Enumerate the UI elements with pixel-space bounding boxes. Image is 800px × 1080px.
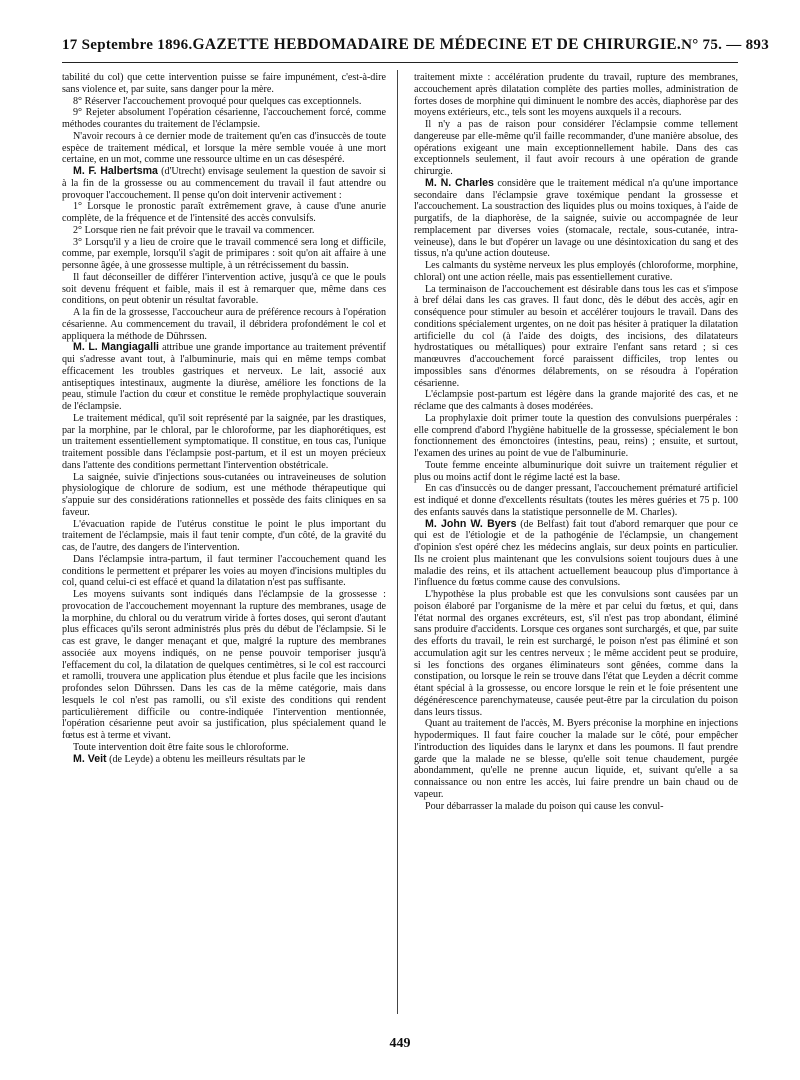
issue-date: 17 Septembre 1896. <box>62 37 193 53</box>
paragraph: Les moyens suivants sont indiqués dans l'éclampsie de la grossesse : provocation de l'accouchement moyennant la rupture des membranes, usage de la morphine, du chloral ou du veratrum viride à fortes doses, qui seront d'autant plus efficaces qu'ils seront administrés plus près du début de l'éclampsie. Si le cas est grave, le danger menaçant et que, malgré la rupture des membranes associée aux moyens indiqués, on ne pense pouvoir temporiser jusqu'à l'effacement du col, la dilatation de quelques centimètres, si le col est raccourci et ramolli, trouvera une application plus étendue et plus facile que les incisions profondes selon Dührssen. Dans les cas de la même catégorie, mais dans lesquels le col n'est pas ramolli, ou s'il existe des conditions qui rendent particulièrement difficile ou contre-indiquée l'intervention mentionnée, l'opération césarienne peut avoir sa justification, plus spécialement quand le fœtus est à terme et vivant. <box>62 589 386 741</box>
left-column <box>62 72 386 1022</box>
speaker-paragraph <box>414 519 738 590</box>
paragraph: Le traitement médical, qu'il soit représenté par la saignée, par les drastiques, par la morphine, par le chloral, par le chloroforme, par les diaphorétiques, est un traitement essentiellement symptomatique. Il constitue, en tous cas, l'unique traitement possible dans l'éclampsie post-partum, et il est un moyen précieux dans l'attente des conditions permettant l'intervention obstétricale. <box>62 412 386 471</box>
paragraph: Quant au traitement de l'accès, M. Byers préconise la morphine en injections hypodermiques. Il faut faire coucher la malade sur le côté, pour empêcher l'introduction des liquides dans le larynx et dans les poumons. Il faut prendre garde que la malade ne se blesse, qu'elle soit tenue chaudement, purgée abondamment, qu'elle ne prenne aucun liquide, et, suivant qu'elle a sa connaissance ou non entre les accès, lui faire prendre un bain chaud ou de vapeur. <box>414 718 738 800</box>
paragraph: 8° Réserver l'accouchement provoqué pour quelques cas exceptionnels. <box>73 95 362 107</box>
paragraph-text: attribue une grande importance au traitement préventif qui s'adresse avant tout, à l'albuminurie, mais qui en même temps combat efficacement les troubles gastriques et nerveux. Le lait, associé aux antiseptiques intestinaux, augmente la diurèse, améliore les fonctions de la peau, stimule l'action du cœur et constitue le remède prophylactique souverain de l'éclampsie. <box>62 342 386 412</box>
paragraph: L'éclampsie post-partum est légère dans la grande majorité des cas, et ne réclame que des calmants à doses modérées. <box>414 389 738 412</box>
paragraph: 1° Lorsque le pronostic paraît extrêmement grave, à cause d'une anurie complète, de la fréquence et de l'intensité des accès convulsifs. <box>62 201 386 224</box>
paragraph-text: (de Leyde) a obtenu les meilleurs résultats par le <box>106 753 306 765</box>
paragraph-text: considère que le traitement médical n'a qu'une importance secondaire dans l'éclampsie grave toxémique pendant la grossesse et l'accouchement. La soustraction des liquides plus ou moins toxiques, à l'aide de purgatifs, de la diaphorèse, de la saignée, suivie ou accompagnée de leur remplacement par diverses voies (stomacale, rectale, sous-cutanée, intra-veineuse), dans le but d'opérer un lavage ou une désintoxication du sang et des tissus, n'a qu'une action douteuse. <box>414 177 738 260</box>
paragraph: 3° Lorsqu'il y a lieu de croire que le travail commencé sera long et difficile, comme, par exemple, lorsqu'il s'agit de primipares : soit qu'on ait affaire à une personne âgée, à une grossesse multiple, à un rétrécissement du bassin. <box>62 236 386 271</box>
paragraph: Les calmants du système nerveux les plus employés (chloroforme, morphine, chloral) ont une action réelle, mais pas essentiellement curative. <box>414 260 738 283</box>
paragraph: N'avoir recours à ce dernier mode de traitement qu'en cas d'insuccès de toute espèce de traitement médical, et lorsque la mère semble vouée à une mort certaine, en un mot, comme une ressource ultime en un cas désespéré. <box>62 130 386 166</box>
folio-number: 449 <box>389 1036 411 1051</box>
paragraph: Toute femme enceinte albuminurique doit suivre un traitement régulier et plus ou moins actif dont le régime lacté est la base. <box>414 459 738 483</box>
paragraph: En cas d'insuccès ou de danger pressant, l'accouchement prématuré artificiel est indiqué et donne d'excellents résultats (toutes les mères guéries et 75 p. 100 des enfants sauvés dans la statistique personnelle de M. Charles). <box>414 483 738 518</box>
speaker-name: M. N. Charles <box>425 176 494 189</box>
paragraph-text: (de Belfast) fait tout d'abord remarquer que pour ce qui est de l'étiologie et de la pathogénie de l'éclampsie, un changement d'opinion s'est opéré chez les médecins anglais, sur deux points en particulier. Ils ne croient plus maintenant que les convulsions soient toujours dues à une maladie des reins, et ils attachent actuellement beaucoup plus d'importance à l'influence du fœtus comme cause des convulsions. <box>414 518 738 589</box>
running-header <box>62 36 770 60</box>
speaker-paragraph <box>62 166 386 201</box>
right-column <box>414 72 738 1022</box>
speaker-paragraph <box>62 342 386 413</box>
speaker-name: M. L. Mangiagalli <box>73 341 159 354</box>
article-body <box>62 72 738 1022</box>
paragraph: 2° Lorsque rien ne fait prévoir que le travail va commencer. <box>73 224 315 236</box>
speaker-name: M. F. Halbertsma <box>73 165 158 177</box>
paragraph: L'hypothèse la plus probable est que les convulsions sont causées par un poison élaboré par l'organisme de la mère et par celui du fœtus, et qui, dans l'état normal des organes excréteurs, est, s'il n'est pas trop abondant, éliminé sans produire d'accidents. Lorsque ces organes sont surchargés, et que, par suite des efforts du travail, le rein est surchargé, le poison n'est pas éliminé et son accumulation agit sur les centres nerveux ; le même accident peut se produire, si les fonctions des organes éliminateurs sont gênées, comme dans la constipation, ou lorsque le rein se trouve dans l'état que Leyden a décrit comme étant spécial à la grossesse, ou encore lorsque le rein et le foie présentent une dégénérescence parenchymateuse, causée peut-être par la circulation du poison dans leurs tissus. <box>414 589 738 718</box>
paragraph: tabilité du col) que cette intervention puisse se faire impunément, c'est-à-dire sans violence et, par suite, sans danger pour la mère. <box>62 72 386 95</box>
paragraph: 9° Rejeter absolument l'opération césarienne, l'accouchement forcé, comme méthodes courantes du traitement de l'éclampsie. <box>62 107 386 130</box>
paragraph: L'évacuation rapide de l'utérus constitue le point le plus important du traitement de l'éclampsie, mais il faut tenir compte, d'un côté, de la gravité du cas, de l'autre, des dangers de l'intervention. <box>62 518 386 553</box>
speaker-paragraph <box>414 178 738 260</box>
issue-and-page-number: N° 75. — 893 <box>681 37 770 53</box>
paragraph: Dans l'éclampsie intra-partum, il faut terminer l'accouchement quand les conditions le permettent et préparer les voies au moyen d'incisions multiples du col, quand celui-ci est effacé et quand la dilatation n'est pas suffisante. <box>62 553 386 589</box>
paragraph: traitement mixte : accélération prudente du travail, rupture des membranes, accouchement après dilatation complète des parties molles, administration de fortes doses de morphine qui diminuent le nombre des accès, diaphorèse par des moyens extérieurs, etc., tels sont les moyens auxquels il a recours. <box>414 72 738 119</box>
paragraph: A la fin de la grossesse, l'accoucheur aura de préférence recours à l'opération césarienne. Au commencement du travail, il débridera profondément le col et appliquera la méthode de Dührssen. <box>62 307 386 342</box>
paragraph: La saignée, suivie d'injections sous-cutanées ou intraveineuses de solution physiologique de chlorure de sodium, est une méthode thérapeutique qui s'appuie sur des considérations rationnelles et possède des faits cliniques en sa faveur. <box>62 471 386 518</box>
paragraph: La prophylaxie doit primer toute la question des convulsions puerpérales : elle comprend d'abord l'hygiène habituelle de la grossesse, spécialement le bon fonctionnement des émonctoires (intestins, peau, reins) ; ensuite, et surtout, l'examen des urines au point de vue de l'albuminurie. <box>414 412 738 459</box>
paragraph-text: (d'Utrecht) envisage seulement la question de savoir si à la fin de la grossesse ou au commencement du travail il faut attendre ou provoquer l'accouchement. Il pense qu'on doit intervenir activement : <box>62 166 386 201</box>
speaker-name: M. John W. Byers <box>425 517 517 530</box>
paragraph: La terminaison de l'accouchement est désirable dans tous les cas et s'impose à bref délai dans les cas graves. Il faut donc, dès le début des accès, agir en conséquence pour stimuler au besoin et accélérer toujours le travail. Dans des conditions spécialement urgentes, on ne doit pas hésiter à pratiquer la dilatation artificielle du col (à l'aide des doigts, des incisions, des dilatateurs hydrostatiques ou métalliques) pour extraire l'enfant sans retard ; si ces manœuvres d'accouchement forcé paraissent difficiles, trop lentes ou impossibles sans d'énormes délabrements, on se résoudra à l'opération césarienne. <box>414 283 738 389</box>
speaker-name: M. Veit <box>73 752 107 765</box>
journal-title: GAZETTE HEBDOMADAIRE DE MÉDECINE ET DE CHIRURGIE. <box>192 36 682 53</box>
paragraph: Pour débarrasser la malade du poison qui cause les convul- <box>425 800 664 812</box>
paragraph: Il faut déconseiller de différer l'intervention active, jusqu'à ce que le pouls soit devenu fréquent et faible, mais il est à remarquer que, même dans ces conditions, on peut obtenir un résultat favorable. <box>62 271 386 307</box>
header-rule <box>62 62 738 63</box>
paragraph: Il n'y a pas de raison pour considérer l'éclampsie comme tellement dangereuse par elle-même qu'il faille recommander, d'une manière absolue, des opérations exigeant une main exceptionnellement habile. Dans des cas exceptionnels seulement, il faut avoir recours à une opération de grande chirurgie. <box>414 119 738 177</box>
column-divider <box>397 70 398 1014</box>
speaker-paragraph <box>62 754 386 766</box>
paragraph: Toute intervention doit être faite sous le chloroforme. <box>73 741 289 753</box>
